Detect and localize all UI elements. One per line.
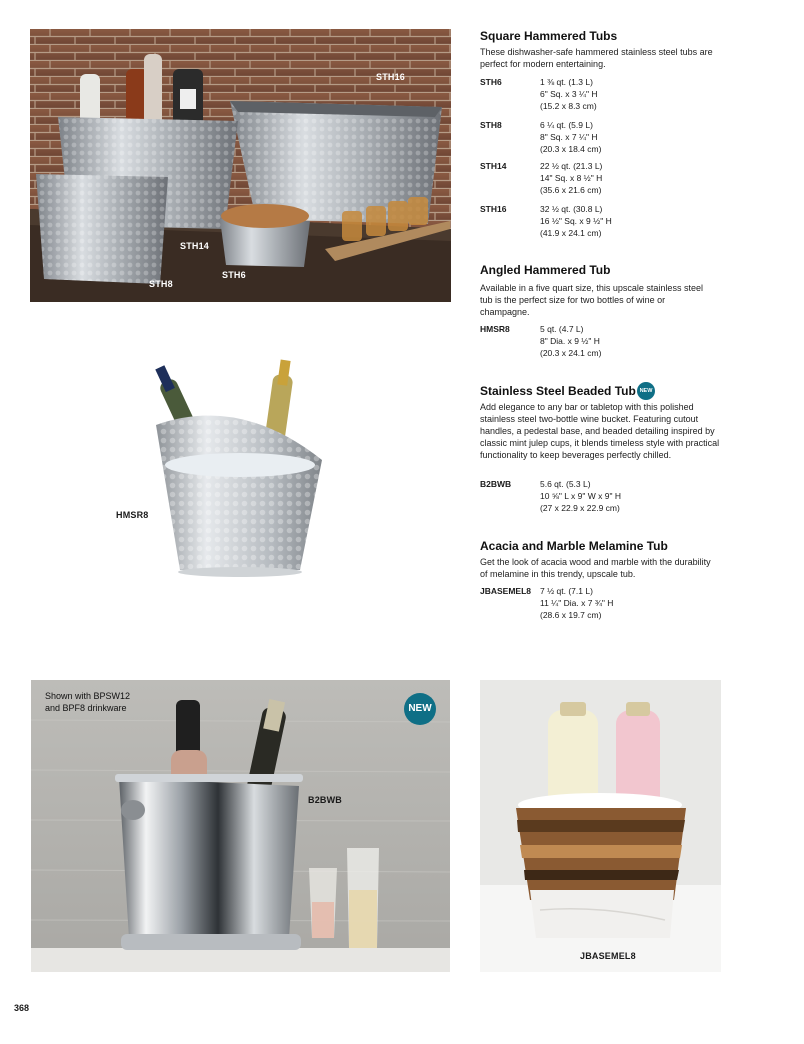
- spec-line: 32 ½ qt. (30.8 L): [540, 204, 603, 214]
- label-sth14: STH14: [180, 241, 210, 251]
- label-b2bwb: B2BWB: [308, 795, 342, 805]
- label-sth8: STH8: [149, 279, 173, 289]
- square-tubs-title: Square Hammered Tubs: [480, 29, 618, 43]
- spec-line: 8" Dia. x 9 ½" H: [540, 336, 600, 346]
- sku: STH6: [480, 77, 502, 87]
- spec-line: (27 x 22.9 x 22.9 cm): [540, 503, 620, 513]
- spec-line: 22 ½ qt. (21.3 L): [540, 161, 603, 171]
- square-tubs-desc: These dishwasher-safe hammered stainless steel tubs are perfect for modern entertaining.: [480, 47, 713, 69]
- angled-tub-title: Angled Hammered Tub: [480, 263, 611, 277]
- label-sth6: STH6: [222, 270, 246, 280]
- spec-line: 1 ⅜ qt. (1.3 L): [540, 77, 593, 87]
- sku: STH16: [480, 204, 507, 214]
- spec-line: 5.6 qt. (5.3 L): [540, 479, 591, 489]
- spec-line: 7 ½ qt. (7.1 L): [540, 586, 593, 596]
- spec-line: 8" Sq. x 7 ¼" H: [540, 132, 598, 142]
- spec-line: (28.6 x 19.7 cm): [540, 610, 602, 620]
- spec-line: 6" Sq. x 3 ¼" H: [540, 89, 598, 99]
- spec-line: 5 qt. (4.7 L): [540, 324, 584, 334]
- new-badge-small: NEW: [637, 382, 655, 400]
- label-sth16: STH16: [376, 72, 406, 82]
- spec-line: 11 ¼" Dia. x 7 ¾" H: [540, 598, 614, 608]
- spec-line: (41.9 x 24.1 cm): [540, 228, 602, 238]
- label-hmsr8: HMSR8: [116, 510, 149, 520]
- square-tubs-photo: [30, 29, 451, 302]
- spec-line: 14" Sq. x 8 ½" H: [540, 173, 603, 183]
- caption-line-2: and BPF8 drinkware: [45, 703, 127, 713]
- sku: HMSR8: [480, 324, 510, 334]
- spec-line: (20.3 x 24.1 cm): [540, 348, 602, 358]
- acacia-tub-desc: Get the look of acacia wood and marble with the durability of melamine in this trendy, upscale tub.: [480, 557, 711, 579]
- label-jbasemel8: JBASEMEL8: [580, 951, 636, 961]
- spec-line: 6 ¼ qt. (5.9 L): [540, 120, 593, 130]
- angled-tub-photo: [150, 355, 350, 580]
- sku: JBASEMEL8: [480, 586, 532, 596]
- acacia-tub-title: Acacia and Marble Melamine Tub: [480, 539, 668, 553]
- new-badge-large: NEW: [404, 693, 436, 725]
- beaded-tub-desc: Add elegance to any bar or tabletop with this polished stainless steel two-bottle wine bucket. Featuring cutout handles, a pedestal base, and beaded detailing inspired by classic mint julep cups, it blends timeless style with practical functionality to keep beverages perfectly chilled.: [480, 402, 720, 460]
- beaded-tub-photo: [31, 680, 450, 972]
- page-number: 368: [14, 1003, 30, 1013]
- spec-line: 16 ½" Sq. x 9 ½" H: [540, 216, 612, 226]
- spec-line: (20.3 x 18.4 cm): [540, 144, 602, 154]
- beaded-photo-caption: [45, 690, 130, 714]
- angled-tub-desc: Available in a five quart size, this upscale stainless steel tub is the perfect size for two bottles of wine or champagne.: [480, 283, 703, 317]
- acacia-tub-photo: [480, 680, 721, 972]
- sku: STH8: [480, 120, 502, 130]
- spec-line: (15.2 x 8.3 cm): [540, 101, 597, 111]
- sku: STH14: [480, 161, 507, 171]
- sku: B2BWB: [480, 479, 512, 489]
- spec-line: (35.6 x 21.6 cm): [540, 185, 602, 195]
- caption-line-1: Shown with BPSW12: [45, 691, 131, 701]
- spec-line: 10 ⅝" L x 9" W x 9" H: [540, 491, 622, 501]
- beaded-tub-title: Stainless Steel Beaded Tub: [480, 384, 636, 398]
